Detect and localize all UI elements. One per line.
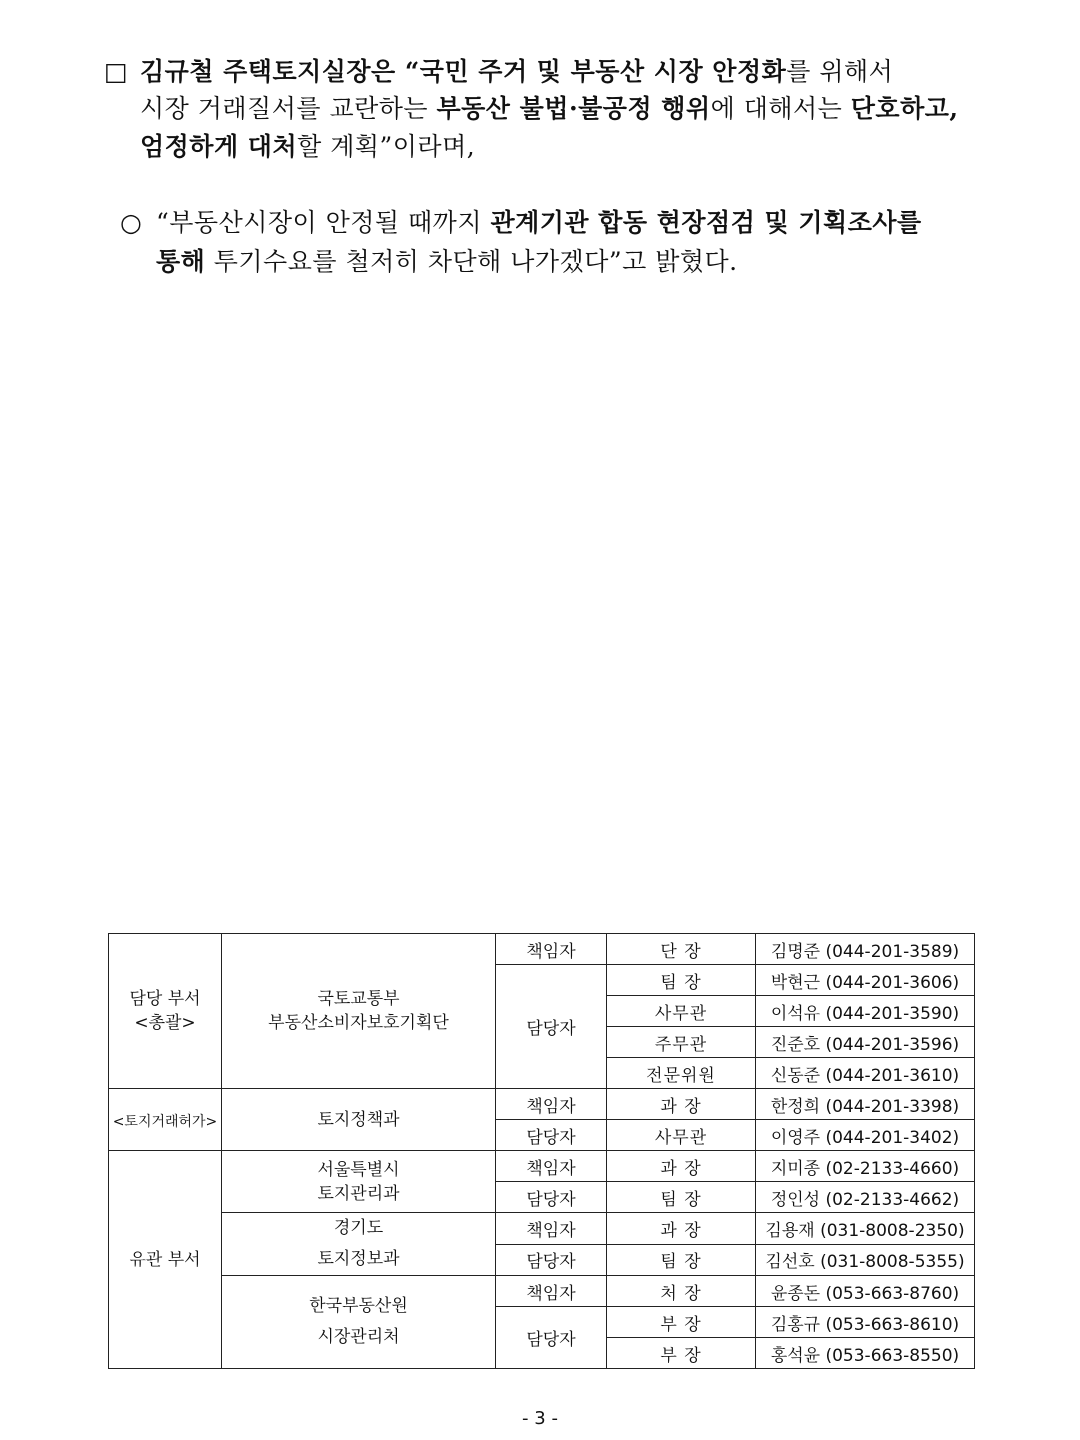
square-bullet-icon: □ [104, 57, 129, 86]
page-number: - 3 - [522, 1408, 558, 1429]
person-cell: 박현근 (044-201-3606) [756, 965, 975, 996]
role-cell: 책임자 [496, 1151, 607, 1182]
role-cell: 담당자 [496, 1244, 607, 1276]
paragraph-1-line-2 [140, 93, 959, 125]
table-row [109, 1089, 975, 1120]
title-cell: 주무관 [607, 1027, 756, 1058]
title-cell: 사무관 [607, 1120, 756, 1151]
person-cell: 윤종돈 (053-663-8760) [756, 1276, 975, 1307]
paragraph-2-line-1 [120, 207, 922, 239]
contact-table [108, 933, 975, 1369]
bold-text-segment: 관계기관 합동 현장점검 및 기획조사를 [490, 208, 922, 237]
bold-text-segment: 엄정하게 대처 [140, 132, 298, 161]
paragraph-1-line-1 [104, 56, 893, 88]
person-cell: 이영주 (044-201-3402) [756, 1120, 975, 1151]
text-segment: 투기수요를 철저히 차단해 나가겠다”고 밝혔다. [205, 247, 738, 276]
bold-text-segment: 부동산 불법·불공정 행위 [436, 94, 711, 123]
title-cell: 부 장 [607, 1338, 756, 1369]
table-row [109, 1151, 975, 1182]
text-segment: 시장 거래질서를 교란하는 [140, 94, 437, 123]
title-cell: 과 장 [607, 1151, 756, 1182]
org-cell-molit: 국토교통부 부동산소비자보호기획단 [222, 934, 496, 1089]
title-cell: 사무관 [607, 996, 756, 1027]
title-cell: 부 장 [607, 1307, 756, 1338]
title-cell: 과 장 [607, 1089, 756, 1120]
role-cell: 책임자 [496, 934, 607, 965]
circle-bullet-icon: ○ [120, 208, 143, 237]
title-cell: 팀 장 [607, 965, 756, 996]
person-cell: 김홍규 (053-663-8610) [756, 1307, 975, 1338]
paragraph-2-line-2 [156, 246, 738, 278]
role-cell: 담당자 [496, 1307, 607, 1369]
org-cell-land-policy: 토지정책과 [222, 1089, 496, 1151]
dept-cell-land: <토지거래허가> [109, 1089, 222, 1151]
table-row [109, 1276, 975, 1307]
table-row [109, 934, 975, 965]
person-cell: 신동준 (044-201-3610) [756, 1058, 975, 1089]
role-cell: 책임자 [496, 1089, 607, 1120]
person-cell: 김선호 (031-8008-5355) [756, 1244, 975, 1276]
role-cell: 담당자 [496, 965, 607, 1089]
text-segment: 에 대해서는 [710, 94, 851, 123]
bold-text-segment: 통해 [156, 247, 206, 276]
dept-cell-main: 담당 부서 <총괄> [109, 934, 222, 1089]
person-cell: 정인성 (02-2133-4662) [756, 1182, 975, 1213]
text-segment: 할 계획”이라며, [297, 132, 476, 161]
text-segment: “부동산시장이 안정될 때까지 [156, 208, 491, 237]
role-cell: 담당자 [496, 1120, 607, 1151]
title-cell: 처 장 [607, 1276, 756, 1307]
org-cell-reb: 한국부동산원 시장관리처 [222, 1276, 496, 1369]
person-cell: 홍석윤 (053-663-8550) [756, 1338, 975, 1369]
title-cell: 과 장 [607, 1213, 756, 1245]
title-cell: 팀 장 [607, 1182, 756, 1213]
role-cell: 책임자 [496, 1213, 607, 1245]
person-cell: 진준호 (044-201-3596) [756, 1027, 975, 1058]
org-cell-seoul: 서울특별시 토지관리과 [222, 1151, 496, 1213]
role-cell: 담당자 [496, 1182, 607, 1213]
person-cell: 김용재 (031-8008-2350) [756, 1213, 975, 1245]
title-cell: 팀 장 [607, 1244, 756, 1276]
text-segment: 를 위해서 [786, 57, 894, 86]
bold-text-segment: 단호하고, [850, 94, 959, 123]
title-cell: 전문위원 [607, 1058, 756, 1089]
person-cell: 이석유 (044-201-3590) [756, 996, 975, 1027]
role-cell: 책임자 [496, 1276, 607, 1307]
org-cell-gyeonggi: 경기도 토지정보과 [222, 1213, 496, 1276]
person-cell: 한정희 (044-201-3398) [756, 1089, 975, 1120]
person-cell: 지미종 (02-2133-4660) [756, 1151, 975, 1182]
dept-cell-related: 유관 부서 [109, 1151, 222, 1369]
bold-text-segment: 김규철 주택토지실장은 “국민 주거 및 부동산 시장 안정화 [140, 57, 787, 86]
title-cell: 단 장 [607, 934, 756, 965]
paragraph-1-line-3 [140, 131, 475, 163]
table-row [109, 1213, 975, 1245]
person-cell: 김명준 (044-201-3589) [756, 934, 975, 965]
